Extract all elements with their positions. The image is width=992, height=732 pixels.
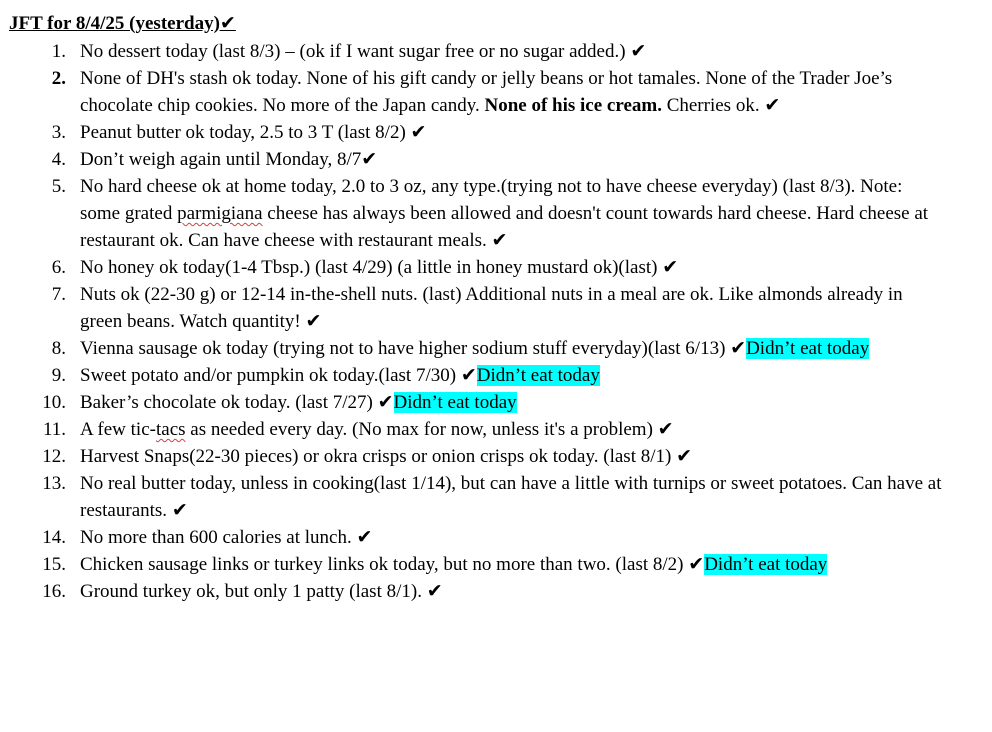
item-number: 8.	[51, 338, 66, 359]
item-text: Sweet potato and/or pumpkin ok today.(last 7/30)	[80, 365, 461, 386]
item-number: 5.	[51, 176, 66, 197]
list-item	[0, 119, 992, 146]
item-number: 14.	[42, 527, 66, 548]
item-number: 3.	[51, 122, 66, 143]
list-item	[0, 335, 992, 362]
didnt-eat-highlight: Didn’t eat today	[393, 392, 517, 413]
item-text: Vienna sausage ok today (trying not to have higher sodium stuff everyday)(last 6/13)	[80, 338, 731, 359]
item-text: No more than 600 calories at lunch.	[80, 527, 357, 548]
spellcheck-word: tacs	[155, 419, 186, 440]
item-text: No hard cheese ok at home today, 2.0 to 3 oz, any type.(trying not to have cheese everyday) (last 8/3). Note: some grated	[80, 176, 903, 224]
item-text: None of DH's stash ok today. None of his gift candy or jelly beans or hot tamales. None of the Trader Joe’s chocolate chip cookies. No more of the Japan candy.	[80, 68, 893, 116]
item-text: No real butter today, unless in cooking(last 1/14), but can have a little with turnips or sweet potatoes. Can have at restaurants.	[80, 473, 942, 521]
check-mark-icon: ✔	[361, 148, 378, 170]
check-mark-icon: ✔	[662, 256, 679, 278]
list-item	[0, 146, 992, 173]
item-bold-text: None of his ice cream.	[484, 95, 662, 116]
check-mark-icon: ✔	[491, 229, 508, 251]
check-mark-icon: ✔	[688, 553, 705, 575]
check-mark-icon: ✔	[377, 391, 394, 413]
didnt-eat-highlight: Didn’t eat today	[704, 554, 828, 575]
item-text: Peanut butter ok today, 2.5 to 3 T (last 8/2)	[80, 122, 411, 143]
list-item	[0, 254, 992, 281]
list-item	[0, 389, 992, 416]
check-mark-icon: ✔	[460, 364, 477, 386]
list-item	[0, 416, 992, 443]
item-number: 16.	[42, 581, 66, 602]
list-item	[0, 362, 992, 389]
item-text: cheese has always been allowed and doesn't count towards hard cheese. Hard cheese at restaurant ok. Can have cheese with restaurant meals.	[80, 203, 929, 251]
check-mark-icon: ✔	[426, 580, 443, 602]
item-text: Ground turkey ok, but only 1 patty (last 8/1).	[80, 581, 427, 602]
item-text: No dessert today (last 8/3) – (ok if I want sugar free or no sugar added.)	[80, 41, 631, 62]
item-number: 9.	[51, 365, 66, 386]
item-text: Harvest Snaps(22-30 pieces) or okra crisps or onion crisps ok today. (last 8/1)	[80, 446, 677, 467]
check-mark-icon: ✔	[410, 121, 427, 143]
check-mark-icon: ✔	[630, 40, 647, 62]
list-item	[0, 65, 992, 119]
list-item	[0, 578, 992, 605]
item-text: Nuts ok (22-30 g) or 12-14 in-the-shell nuts. (last) Additional nuts in a meal are ok. Like almonds already in green beans. Watch quantity!	[80, 284, 903, 332]
document-title	[9, 10, 236, 37]
rules-list	[0, 38, 992, 605]
check-mark-icon: ✔	[171, 499, 188, 521]
check-mark-icon: ✔	[764, 94, 781, 116]
list-item	[0, 470, 992, 524]
item-number: 1.	[51, 41, 66, 62]
list-item	[0, 281, 992, 335]
item-text: Chicken sausage links or turkey links ok today, but no more than two. (last 8/2)	[80, 554, 689, 575]
check-mark-icon: ✔	[676, 445, 693, 467]
check-mark-icon: ✔	[730, 337, 747, 359]
title-text: JFT for 8/4/25 (yesterday)	[9, 13, 220, 34]
item-number: 7.	[51, 284, 66, 305]
item-number: 15.	[42, 554, 66, 575]
item-text: Baker’s chocolate ok today. (last 7/27)	[80, 392, 378, 413]
didnt-eat-highlight: Didn’t eat today	[476, 365, 600, 386]
item-text: Cherries ok.	[661, 95, 765, 116]
item-number: 13.	[42, 473, 66, 494]
didnt-eat-highlight: Didn’t eat today	[746, 338, 870, 359]
list-item	[0, 524, 992, 551]
list-item	[0, 551, 992, 578]
item-text: No honey ok today(1-4 Tbsp.) (last 4/29) (a little in honey mustard ok)(last)	[80, 257, 663, 278]
list-item	[0, 443, 992, 470]
item-number: 6.	[51, 257, 66, 278]
spellcheck-word: parmigiana	[177, 203, 263, 224]
list-item	[0, 38, 992, 65]
check-mark-icon: ✔	[657, 418, 674, 440]
check-mark-icon: ✔	[356, 526, 373, 548]
check-mark-icon: ✔	[219, 12, 236, 34]
item-text: as needed every day. (No max for now, unless it's a problem)	[185, 419, 658, 440]
item-text: A few tic-	[80, 419, 156, 440]
item-number: 4.	[51, 149, 66, 170]
item-number: 12.	[42, 446, 66, 467]
item-number: 11.	[42, 419, 66, 440]
item-number: 2.	[51, 68, 66, 89]
item-number: 10.	[42, 392, 66, 413]
check-mark-icon: ✔	[305, 310, 322, 332]
list-item	[0, 173, 992, 254]
item-text: Don’t weigh again until Monday, 8/7	[80, 149, 362, 170]
